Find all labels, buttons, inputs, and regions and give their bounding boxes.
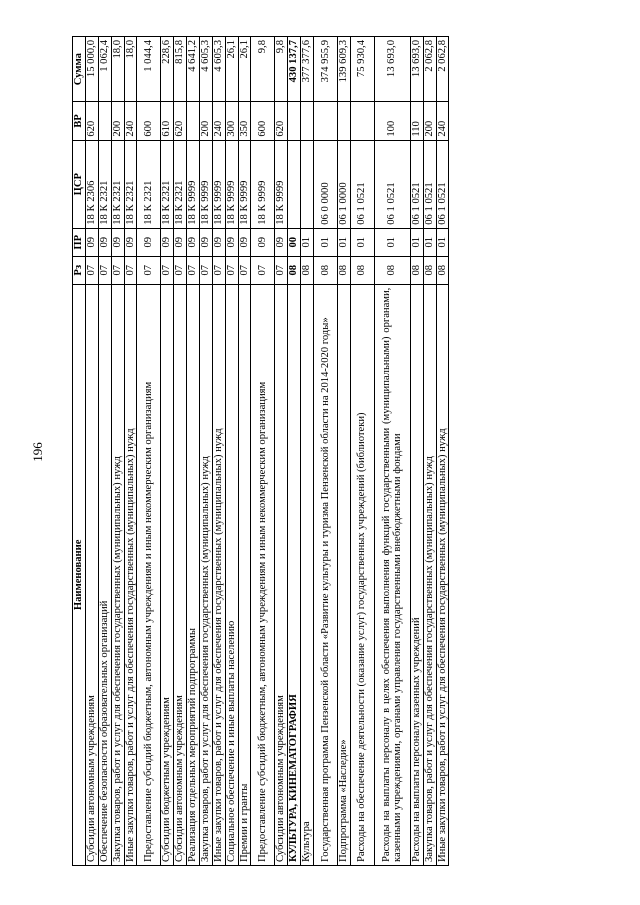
cell-name: Субсидии автономным учреждениям <box>275 284 288 865</box>
cell-csr: 18 К 2321 <box>98 140 111 228</box>
cell-sum: 26,1 <box>225 37 238 102</box>
page-number: 196 <box>30 442 45 462</box>
table-row <box>212 37 225 866</box>
cell-sum: 4 605,3 <box>212 37 225 102</box>
table-row <box>161 37 174 866</box>
table-row <box>301 37 314 866</box>
cell-pr: 09 <box>98 228 111 256</box>
cell-sum: 1 044,4 <box>137 37 161 102</box>
cell-vr: 110 <box>410 102 423 140</box>
cell-name: Предоставление субсидий бюджетным, автономным учреждениям и иным некоммерческим организациям <box>137 284 161 865</box>
cell-rz: 07 <box>200 256 213 284</box>
cell-sum: 15 000,0 <box>86 37 99 102</box>
cell-sum: 228,6 <box>161 37 174 102</box>
cell-vr <box>338 102 351 140</box>
cell-pr: 09 <box>275 228 288 256</box>
cell-rz: 08 <box>410 256 423 284</box>
cell-vr: 600 <box>137 102 161 140</box>
cell-rz: 07 <box>187 256 200 284</box>
cell-vr: 200 <box>111 102 124 140</box>
cell-sum: 2 062,8 <box>436 37 449 102</box>
cell-rz: 07 <box>111 256 124 284</box>
cell-pr: 09 <box>161 228 174 256</box>
cell-rz: 07 <box>251 256 275 284</box>
table-row <box>374 37 410 866</box>
cell-name: Обеспечение безопасности образовательных организаций <box>98 284 111 865</box>
cell-name: Иные закупки товаров, работ и услуг для обеспечения государственных (муниципальных) нужд <box>436 284 449 865</box>
cell-rz: 08 <box>436 256 449 284</box>
cell-rz: 07 <box>86 256 99 284</box>
cell-pr: 09 <box>200 228 213 256</box>
header-csr: ЦСР <box>73 140 86 228</box>
cell-rz: 08 <box>301 256 314 284</box>
cell-csr: 06 1 0521 <box>436 140 449 228</box>
cell-sum: 18,0 <box>124 37 137 102</box>
table-row <box>187 37 200 866</box>
cell-csr: 06 1 0000 <box>338 140 351 228</box>
cell-rz: 08 <box>338 256 351 284</box>
cell-rz: 07 <box>124 256 137 284</box>
cell-name: КУЛЬТУРА, КИНЕМАТОГРАФИЯ <box>288 284 301 865</box>
table-row <box>174 37 187 866</box>
table-row <box>86 37 99 866</box>
cell-sum: 26,1 <box>238 37 251 102</box>
cell-csr <box>301 140 314 228</box>
cell-csr: 18 К 2321 <box>137 140 161 228</box>
cell-vr: 100 <box>374 102 410 140</box>
cell-name: Предоставление субсидий бюджетным, автономным учреждениям и иным некоммерческим организациям <box>251 284 275 865</box>
table-row <box>225 37 238 866</box>
cell-rz: 08 <box>314 256 338 284</box>
cell-pr: 09 <box>212 228 225 256</box>
cell-name: Иные закупки товаров, работ и услуг для обеспечения государственных (муниципальных) нужд <box>124 284 137 865</box>
cell-csr: 06 1 0521 <box>350 140 374 228</box>
cell-pr: 09 <box>86 228 99 256</box>
cell-rz: 07 <box>275 256 288 284</box>
cell-csr: 18 К 9999 <box>238 140 251 228</box>
cell-vr: 200 <box>200 102 213 140</box>
cell-csr: 18 К 9999 <box>200 140 213 228</box>
table-row <box>350 37 374 866</box>
table-row <box>423 37 436 866</box>
cell-pr: 09 <box>137 228 161 256</box>
cell-name: Расходы на выплаты персоналу казенных учреждений <box>410 284 423 865</box>
cell-csr: 06 1 0521 <box>410 140 423 228</box>
cell-pr: 01 <box>410 228 423 256</box>
cell-pr: 09 <box>251 228 275 256</box>
cell-sum: 4 641,2 <box>187 37 200 102</box>
budget-table <box>72 36 449 866</box>
table-header-row <box>73 37 86 866</box>
table-row <box>338 37 351 866</box>
cell-rz: 07 <box>137 256 161 284</box>
cell-csr: 18 К 9999 <box>275 140 288 228</box>
cell-csr: 18 К 9999 <box>212 140 225 228</box>
cell-name: Субсидии автономным учреждениям <box>174 284 187 865</box>
cell-vr <box>350 102 374 140</box>
cell-sum: 815,8 <box>174 37 187 102</box>
cell-name: Субсидии автономным учреждениям <box>86 284 99 865</box>
table-row <box>238 37 251 866</box>
cell-sum: 4 605,3 <box>200 37 213 102</box>
cell-sum: 139 609,3 <box>338 37 351 102</box>
rotated-table-wrapper <box>72 36 512 866</box>
cell-name: Субсидии бюджетным учреждениям <box>161 284 174 865</box>
cell-csr: 06 0 0000 <box>314 140 338 228</box>
cell-sum: 374 955,9 <box>314 37 338 102</box>
table-row <box>200 37 213 866</box>
header-sum: Сумма <box>73 37 86 102</box>
cell-csr <box>288 140 301 228</box>
cell-name: Государственная программа Пензенской области «Развитие культуры и туризма Пензенской области на 2014-2020 годы» <box>314 284 338 865</box>
cell-vr: 240 <box>436 102 449 140</box>
cell-sum: 377 377,6 <box>301 37 314 102</box>
cell-name: Иные закупки товаров, работ и услуг для обеспечения государственных (муниципальных) нужд <box>212 284 225 865</box>
cell-csr: 18 К 2321 <box>111 140 124 228</box>
cell-pr: 01 <box>423 228 436 256</box>
cell-vr <box>288 102 301 140</box>
cell-sum: 75 930,4 <box>350 37 374 102</box>
cell-vr: 620 <box>174 102 187 140</box>
cell-pr: 09 <box>124 228 137 256</box>
cell-pr: 01 <box>301 228 314 256</box>
cell-name: Социальное обеспечение и иные выплаты населению <box>225 284 238 865</box>
cell-vr: 610 <box>161 102 174 140</box>
cell-sum: 9,8 <box>275 37 288 102</box>
table-row <box>111 37 124 866</box>
cell-sum: 430 137,7 <box>288 37 301 102</box>
cell-pr: 01 <box>338 228 351 256</box>
cell-rz: 08 <box>288 256 301 284</box>
cell-vr <box>314 102 338 140</box>
cell-vr <box>98 102 111 140</box>
cell-rz: 08 <box>374 256 410 284</box>
cell-vr: 300 <box>225 102 238 140</box>
cell-vr <box>187 102 200 140</box>
cell-rz: 07 <box>238 256 251 284</box>
cell-name: Расходы на обеспечение деятельности (оказание услуг) государственных учреждений (библиотеки) <box>350 284 374 865</box>
table-row <box>314 37 338 866</box>
cell-csr: 18 К 9999 <box>225 140 238 228</box>
cell-pr: 01 <box>314 228 338 256</box>
cell-csr: 18 К 9999 <box>187 140 200 228</box>
cell-name: Закупка товаров, работ и услуг для обеспечения государственных (муниципальных) нужд <box>423 284 436 865</box>
cell-vr: 240 <box>124 102 137 140</box>
cell-csr: 18 К 9999 <box>251 140 275 228</box>
table-row <box>275 37 288 866</box>
cell-name: Расходы на выплаты персоналу в целях обеспечения выполнения функций государственными (муниципальными) органами, казенными учреждениями, органами управления государственными внебюджетными фондами <box>374 284 410 865</box>
cell-rz: 07 <box>174 256 187 284</box>
cell-csr: 18 К 2306 <box>86 140 99 228</box>
cell-pr: 01 <box>436 228 449 256</box>
table-row <box>98 37 111 866</box>
cell-vr: 350 <box>238 102 251 140</box>
cell-name: Реализация отдельных мероприятий подпрограммы <box>187 284 200 865</box>
cell-vr: 620 <box>86 102 99 140</box>
cell-sum: 18,0 <box>111 37 124 102</box>
cell-pr: 01 <box>350 228 374 256</box>
cell-pr: 09 <box>225 228 238 256</box>
cell-pr: 01 <box>374 228 410 256</box>
cell-name: Подпрограмма «Наследие» <box>338 284 351 865</box>
header-vr: ВР <box>73 102 86 140</box>
cell-vr: 620 <box>275 102 288 140</box>
cell-sum: 1 062,4 <box>98 37 111 102</box>
cell-csr: 18 К 2321 <box>161 140 174 228</box>
cell-sum: 13 693,0 <box>374 37 410 102</box>
cell-pr: 00 <box>288 228 301 256</box>
cell-vr: 240 <box>212 102 225 140</box>
header-name: Наименование <box>73 284 86 865</box>
cell-vr <box>301 102 314 140</box>
cell-sum: 13 693,0 <box>410 37 423 102</box>
cell-rz: 07 <box>212 256 225 284</box>
table-row <box>251 37 275 866</box>
cell-csr: 18 К 2321 <box>174 140 187 228</box>
cell-csr: 06 1 0521 <box>423 140 436 228</box>
cell-sum: 2 062,8 <box>423 37 436 102</box>
cell-rz: 07 <box>225 256 238 284</box>
cell-name: Закупка товаров, работ и услуг для обеспечения государственных (муниципальных) нужд <box>200 284 213 865</box>
cell-pr: 09 <box>187 228 200 256</box>
cell-vr: 600 <box>251 102 275 140</box>
header-rz: Рз <box>73 256 86 284</box>
cell-csr: 18 К 2321 <box>124 140 137 228</box>
table-body <box>86 37 449 866</box>
cell-rz: 08 <box>350 256 374 284</box>
cell-name: Культура <box>301 284 314 865</box>
cell-csr: 06 1 0521 <box>374 140 410 228</box>
cell-sum: 9,8 <box>251 37 275 102</box>
cell-pr: 09 <box>111 228 124 256</box>
header-pr: ПР <box>73 228 86 256</box>
table-row <box>137 37 161 866</box>
cell-name: Премии и гранты <box>238 284 251 865</box>
cell-pr: 09 <box>238 228 251 256</box>
table-row <box>288 37 301 866</box>
cell-name: Закупка товаров, работ и услуг для обеспечения государственных (муниципальных) нужд <box>111 284 124 865</box>
table-row <box>436 37 449 866</box>
cell-vr: 200 <box>423 102 436 140</box>
cell-pr: 09 <box>174 228 187 256</box>
table-row <box>410 37 423 866</box>
cell-rz: 07 <box>98 256 111 284</box>
cell-rz: 07 <box>161 256 174 284</box>
table-row <box>124 37 137 866</box>
cell-rz: 08 <box>423 256 436 284</box>
